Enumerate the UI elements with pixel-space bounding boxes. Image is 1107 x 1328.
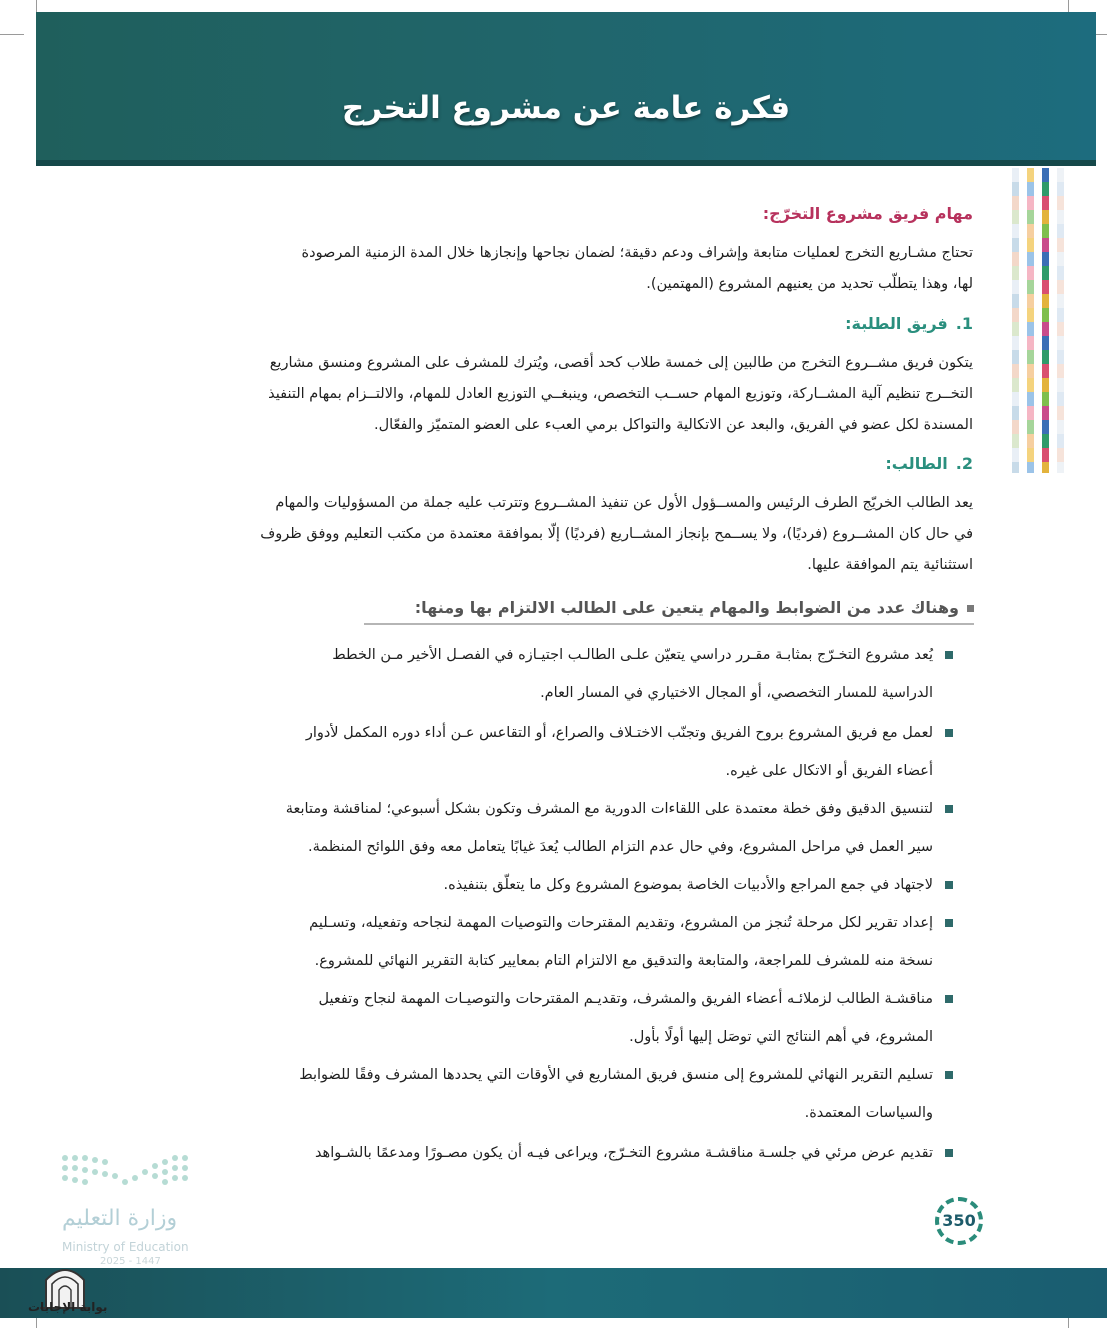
- item1-paragraph: [145, 348, 973, 441]
- list-item: [145, 636, 933, 712]
- square-bullet-icon: [967, 605, 974, 612]
- watermark-text: بوابة الإجابات: [28, 1300, 108, 1314]
- square-bullet-icon: [945, 805, 953, 813]
- text-line: المشروع، في أهم النتائج التي توصَل إليها أولًا بأول.: [629, 1029, 933, 1045]
- ministry-name-english: Ministry of Education: [62, 1240, 189, 1254]
- list-item: [145, 904, 933, 980]
- section-title: مهام فريق مشروع التخرّج:: [762, 204, 973, 223]
- list-item: [145, 1134, 933, 1172]
- text-line: تقديم عرض مرئي في جلسـة مناقشـة مشروع التخـرّج، ويراعى فيـه أن يكون مصـورًا ومدعمًا بالشـواهد: [314, 1145, 933, 1161]
- item-title: الطالب:: [885, 454, 948, 473]
- text-line: المسندة لكل عضو في الفريق، والبعد عن الاتكالية والتواكل برمي العبء على العضو المتميّز والفعّال.: [373, 417, 973, 433]
- list-item: [145, 980, 933, 1056]
- ministry-name-arabic: وزارة التعليم: [62, 1206, 178, 1231]
- text-line: والسياسات المعتمدة.: [804, 1105, 933, 1121]
- subheading-text: وهناك عدد من الضوابط والمهام يتعين على الطالب الالتزام بها ومنها:: [414, 598, 959, 617]
- text-line: في حال كان المشــروع (فرديًا)، ولا يســمح بإنجاز المشــاريع (فرديًا) إلّا بموافقة معتمدة من مكتب التعليم ووفق ظروف: [260, 526, 973, 542]
- square-bullet-icon: [945, 1149, 953, 1157]
- footer-bar: [0, 1268, 1107, 1318]
- item-title: فريق الطلبة:: [845, 314, 948, 333]
- item2-paragraph: [145, 488, 973, 581]
- rules-subheading: [364, 598, 974, 625]
- square-bullet-icon: [945, 995, 953, 1003]
- square-bullet-icon: [945, 919, 953, 927]
- square-bullet-icon: [945, 651, 953, 659]
- text-line: لاجتهاد في جمع المراجع والأدبيات الخاصة بموضوع المشروع وكل ما يتعلّق بتنفيذه.: [443, 877, 933, 893]
- square-bullet-icon: [945, 1071, 953, 1079]
- numbered-heading-2: [885, 454, 973, 473]
- item-number: 1.: [955, 314, 973, 333]
- header-banner: [36, 12, 1096, 166]
- text-line: لها، وهذا يتطلّب تحديد من يعنيهم المشروع (المهتمين).: [646, 276, 973, 292]
- text-line: يعد الطالب الخريّج الطرف الرئيس والمســؤول الأول عن تنفيذ المشــروع وتترتب عليه جملة من المسؤوليات والمهام: [275, 495, 973, 511]
- square-bullet-icon: [945, 881, 953, 889]
- page-number: 350: [935, 1197, 983, 1245]
- list-item: [145, 790, 933, 866]
- text-line: الدراسية للمسار التخصصي، أو المجال الاختياري في المسار العام.: [540, 685, 933, 701]
- text-line: يتكون فريق مشــروع التخرج من طالبين إلى خمسة طلاب كحد أقصى، ويُترك للمشرف على المشروع ومنسق مشاريع: [269, 355, 973, 371]
- text-line: تحتاج مشـاريع التخرج لعمليات متابعة وإشراف ودعم دقيقة؛ لضمان نجاحها وإنجازها خلال المدة الزمنية المرصودة: [301, 245, 973, 261]
- text-line: التخــرج تنظيم آلية المشــاركة، وتوزيع المهام حســب التخصص، وينبغــي التوزيع العادل للمهام، والالتــزام بمهام التنفيذ: [268, 386, 973, 402]
- page-title: فكرة عامة عن مشروع التخرج: [341, 90, 791, 126]
- text-line: تسليم التقرير النهائي للمشروع إلى منسق فريق المشاريع في الأوقات التي يحددها المشرف وفقًا للضوابط: [299, 1067, 933, 1083]
- ministry-year: 2025 - 1447: [100, 1256, 161, 1267]
- list-item: [145, 1056, 933, 1132]
- text-line: لتنسيق الدقيق وفق خطة معتمدة على اللقاءات الدورية مع المشرف وتكون بشكل أسبوعي؛ لمناقشة ومتابعة: [285, 801, 933, 817]
- text-line: أعضاء الفريق أو الاتكال على غيره.: [725, 763, 933, 779]
- text-line: نسخة منه للمشرف للمراجعة، والمتابعة والتدقيق مع الالتزام التام بمعايير كتابة التقرير النهائي للمشروع.: [314, 953, 933, 969]
- numbered-heading-1: [845, 314, 973, 333]
- square-bullet-icon: [945, 729, 953, 737]
- text-line: سير العمل في مراحل المشروع، وفي حال عدم التزام الطالب يُعدَ غيابًا يتعامل معه وفق اللوائح المنظمة.: [308, 839, 933, 855]
- decorative-stripes: [1012, 168, 1068, 473]
- text-line: لعمل مع فريق المشروع بروح الفريق وتجنّب الاختـلاف والصراع، أو التقاعس عـن أداء دوره المكمل لأدوار: [305, 725, 933, 741]
- text-line: إعداد تقرير لكل مرحلة تُنجز من المشروع، وتقديم المقترحات والتوصيات المهمة لنجاحه وتفعيله، وتسـليم: [309, 915, 933, 931]
- intro-paragraph: [145, 238, 973, 300]
- list-item: [145, 866, 933, 904]
- item-number: 2.: [955, 454, 973, 473]
- list-item: [145, 714, 933, 790]
- crop-mark: [0, 34, 24, 35]
- text-line: استثنائية يتم الموافقة عليها.: [807, 557, 973, 573]
- text-line: مناقشـة الطالب لزملائـه أعضاء الفريق والمشرف، وتقديـم المقترحات والتوصيـات المهمة لنجاح وتفعيل: [318, 991, 933, 1007]
- text-line: يُعد مشروع التخـرّج بمثابـة مقـرر دراسي يتعيّن علـى الطالـب اجتيـازه في الفصـل الأخير مـن الخطط: [332, 647, 933, 663]
